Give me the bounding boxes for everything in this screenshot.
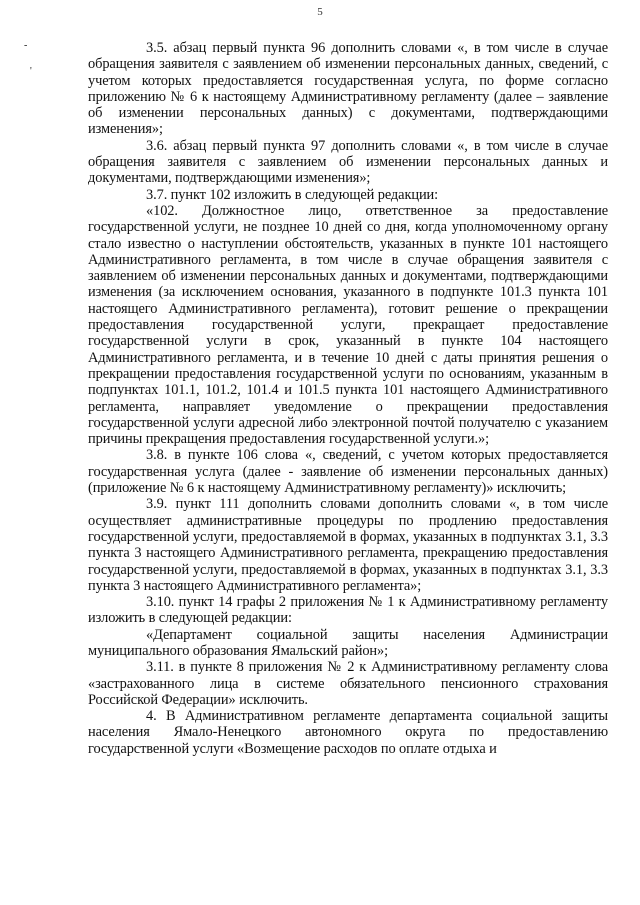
paragraph-3-5: 3.5. абзац первый пункта 96 дополнить словами «, в том числе в случае обращения заявителя с заявлением об изменении персональных данных, сведений, с учетом которых предоставляется государственная услуга, по форме согласно приложению № 6 к настоящему Административному регламенту (далее – заявление об изменении персональных данных) с документами, подтверждающими изменения»; [88,40,608,138]
margin-mark: ' [30,66,32,77]
margin-mark: - [24,40,28,51]
page-number: 5 [317,6,323,18]
paragraph-3-10: 3.10. пункт 14 графы 2 приложения № 1 к Административному регламенту изложить в следующей редакции: [88,594,608,627]
paragraph-4: 4. В Административном регламенте департамента социальной защиты населения Ямало-Ненецкого автономного округа по предоставлению государственной услуги «Возмещение расходов по оплате отдыха и [88,708,608,757]
paragraph-3-11: 3.11. в пункте 8 приложения № 2 к Административному регламенту слова «застрахованного лица в системе обязательного пенсионного страхования Российской Федерации» исключить. [88,659,608,708]
paragraph-102-text: «102. Должностное лицо, ответственное за предоставление государственной услуги, не позднее 10 дней со дня, когда уполномоченному органу стало известно о наступлении обстоятельств, указанных в пункте 101 настоящего Административного регламента, в том числе в случае обращения заявителя с заявлением об изменении персональных данных и документами, подтверждающими изменения (за исключением основания, указанного в подпункте 101.3 пункта 101 настоящего Административного регламента), готовит решение о прекращении предоставления государственной услуги, прекращает предоставление государственной услуги в срок, указанный в пункте 104 настоящего Административного регламента, и в течение 10 дней с даты принятия решения о прекращении предоставления государственной услуги по основаниям, указанным в подпунктах 101.1, 101.2, 101.4 и 101.5 пункта 101 настоящего Административного регламента, направляет уведомление о прекращении предоставления государственной услуги адресной либо электронной почтой получателю с указанием причины прекращения предоставления государственной услуги.»; [88,202,608,448]
paragraph-department-name: «Департамент социальной защиты населения Администрации муниципального образования Ямальский район»; [88,626,608,659]
paragraph-3-7: 3.7. пункт 102 изложить в следующей редакции: [146,186,439,203]
paragraph-3-9: 3.9. пункт 111 дополнить словами дополнить словами «, в том числе осуществляет административные процедуры по продлению предоставления государственной услуги, предоставляемой в формах, указанных в подпунктах 3.1, 3.3 пункта 3 настоящего Административного регламента, прекращению предоставления государственной услуги, предоставляемой в формах, указанных в подпунктах 3.1, 3.3 пункта 3 настоящего Административного регламента»; [88,496,608,594]
paragraph-3-6: 3.6. абзац первый пункта 97 дополнить словами «, в том числе в случае обращения заявителя с заявлением об изменении персональных данных и документами, подтверждающими изменения»; [88,137,608,187]
paragraph-3-8: 3.8. в пункте 106 слова «, сведений, с учетом которых предоставляется государственная услуга (далее - заявление об изменении персональных данных) (приложение № 6 к настоящему Административному регламенту)» исключить; [88,447,608,497]
